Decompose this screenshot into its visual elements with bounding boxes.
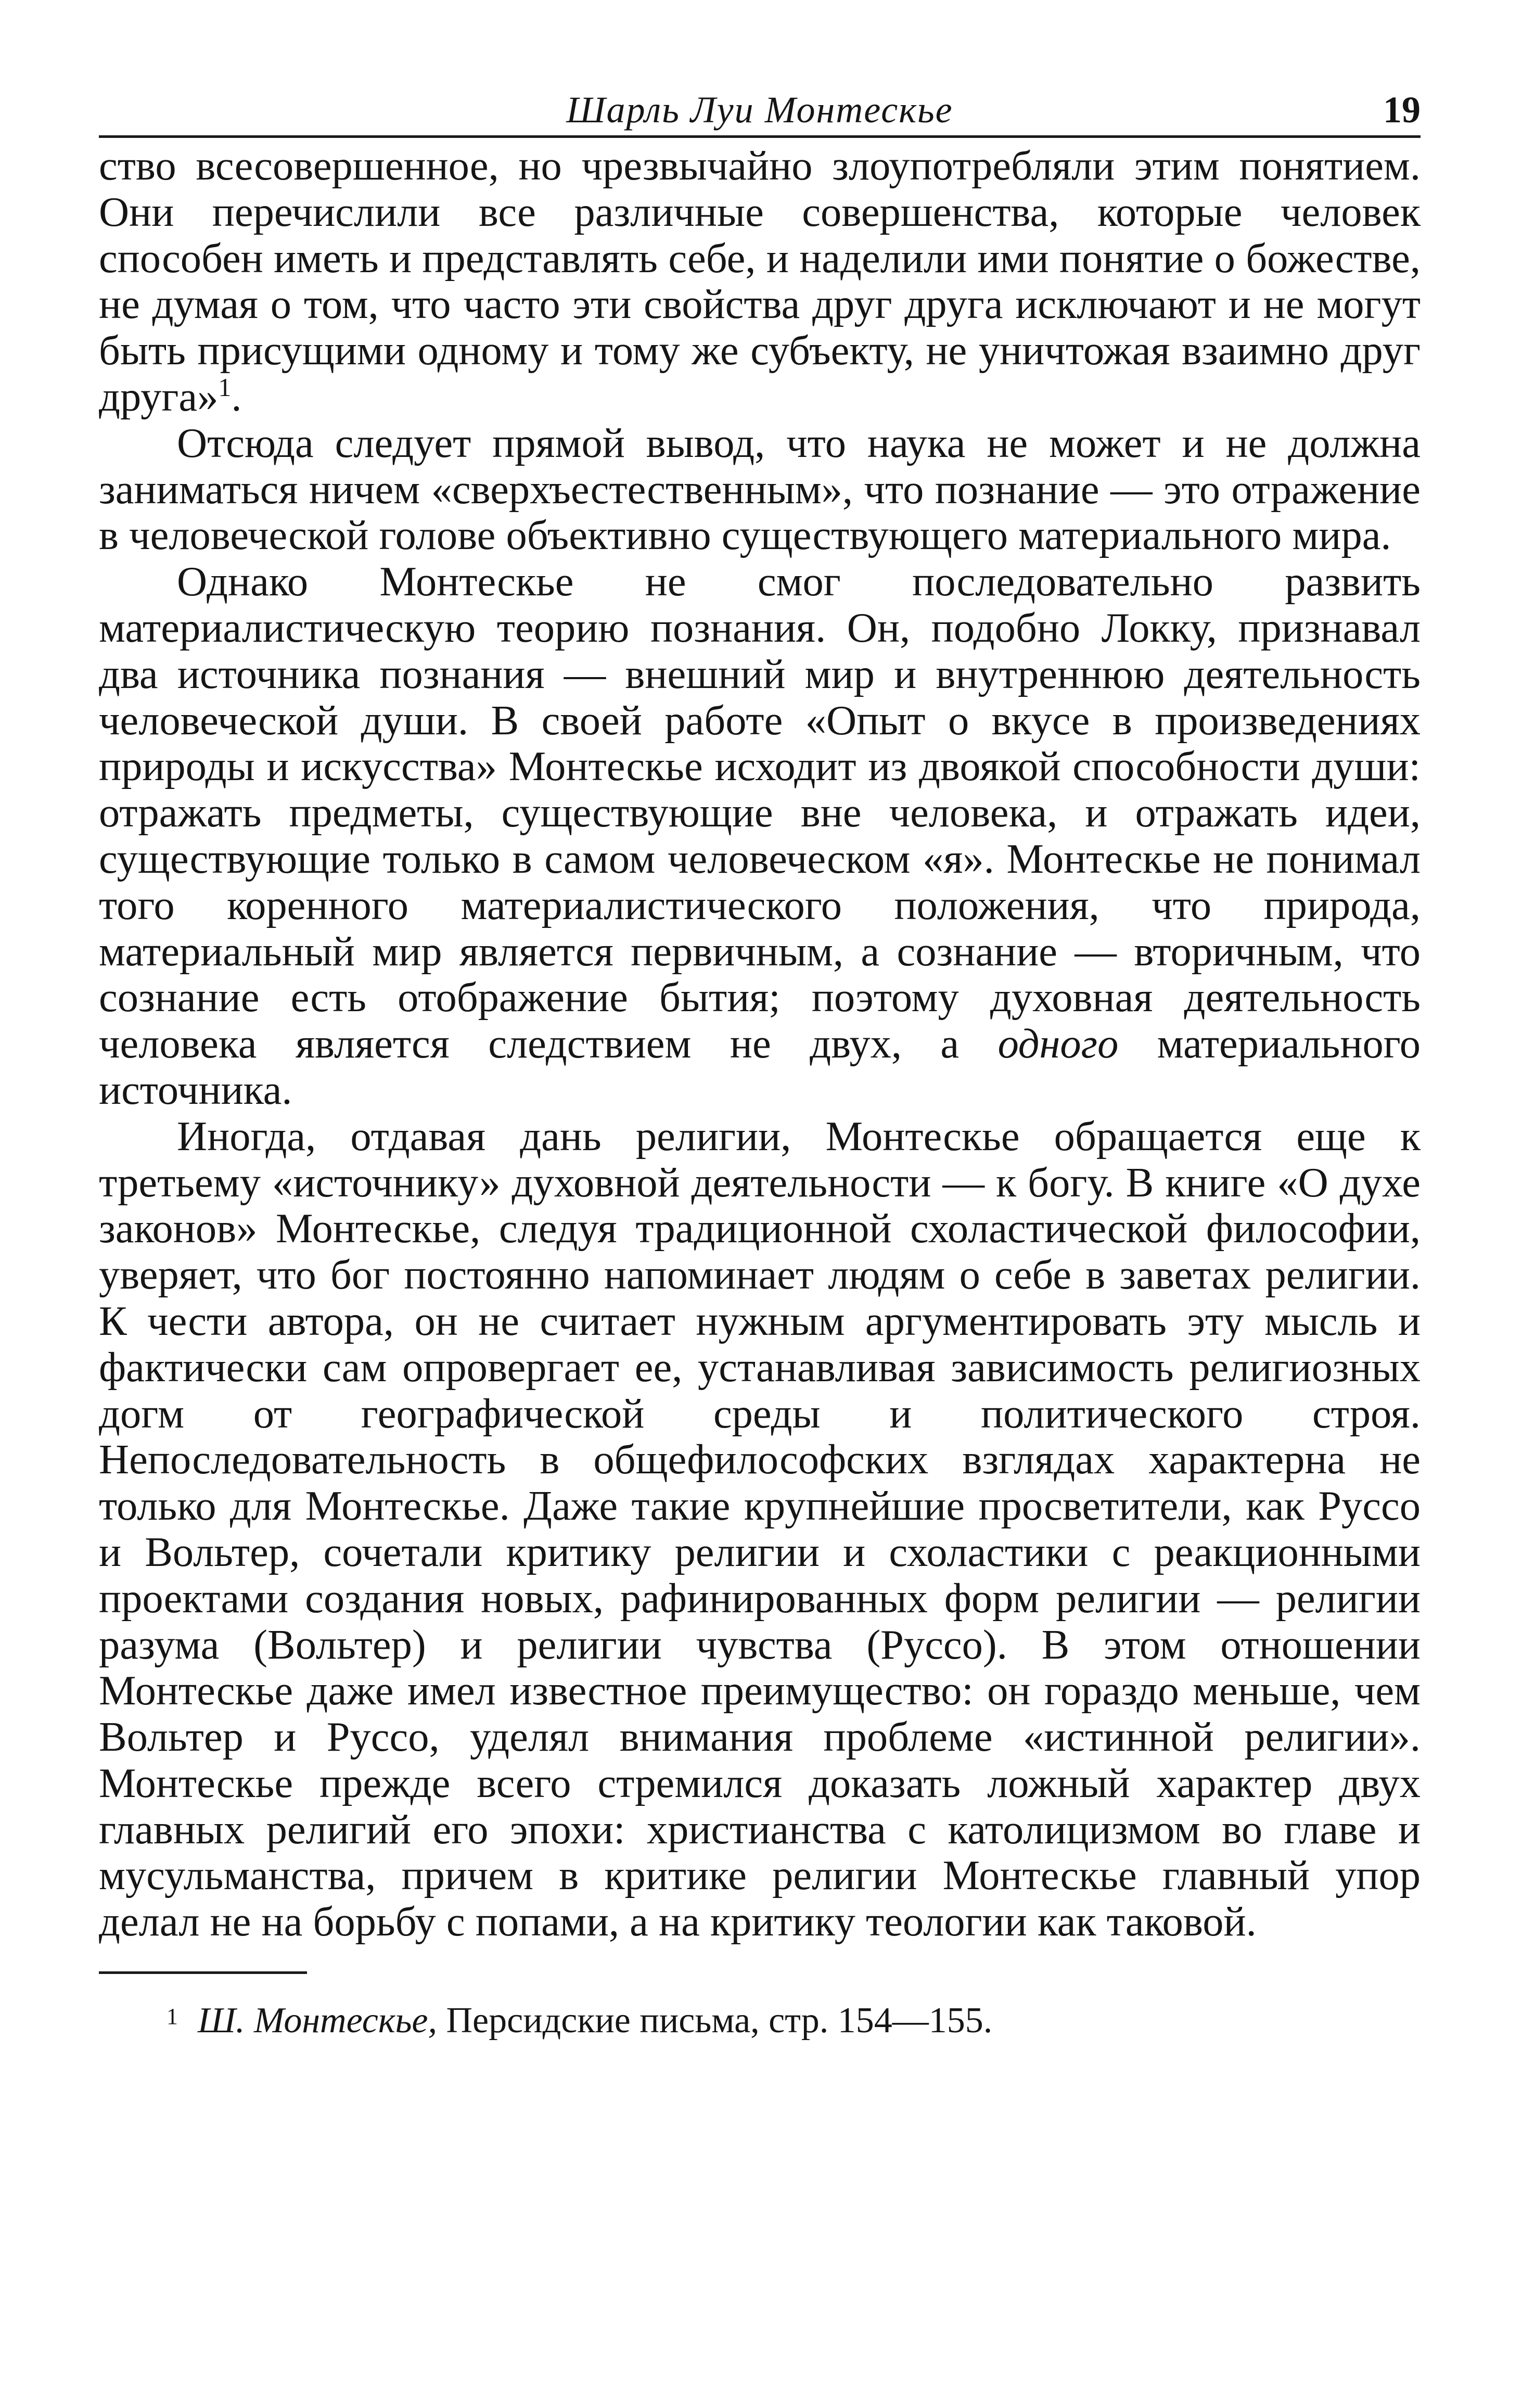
footnote (99, 2000, 1421, 2042)
paragraph-4: Иногда, отдавая дань религии, Монтескье обращается еще к третьему «источнику» духовной деятельности — к богу. В книге «О духе законов» Монтескье, следуя традиционной схоластической философии, уверяет, что бог постоянно напоминает людям о себе в заветах религии. К чести автора, он не считает нужным аргументировать эту мысль и фактически сам опровергает ее, устанавливая зависимость религиозных догм от географической среды и политического строя. Непоследовательность в общефилософских взглядах характерна не только для Монтескье. Даже такие крупнейшие просветители, как Руссо и Вольтер, сочетали критику религии и схоластики с реакционными проектами создания новых, рафинированных форм религии — религии разума (Вольтер) и религии чувства (Руссо). В этом отношении Монтескье даже имел известное преимущество: он гораздо меньше, чем Вольтер и Руссо, уделял внимания проблеме «истинной религии». Монтескье прежде всего стремился доказать ложный характер двух главных религий его эпохи: христианства с католицизмом во главе и мусульманства, причем в критике религии Монтескье главный упор делал не на борьбу с попами, а на критику теологии как таковой. (99, 1113, 1421, 1945)
footnote-author: Ш. Монтескье, (198, 2001, 437, 2041)
footnote-divider (99, 1971, 307, 1974)
footnote-mark: 1 (167, 2004, 178, 2030)
footnote-text: Персидские письма, стр. 154—155. (437, 2001, 993, 2041)
page-number: 19 (1383, 89, 1421, 131)
paragraph-1-end: . (231, 373, 242, 420)
paragraph-1 (99, 143, 1421, 421)
book-page (99, 78, 1421, 2042)
running-title: Шарль Луи Монтескье (566, 89, 953, 131)
paragraph-2: Отсюда следует прямой вывод, что наука не может и не должна заниматься ничем «сверхъестественным», что познание — это отражение в человеческой голове объективно существующего материального мира. (99, 419, 1421, 559)
paragraph-3 (99, 559, 1421, 1114)
running-header (99, 78, 1421, 138)
body-text (99, 143, 1421, 1945)
paragraph-3-text-b: материального источника. (99, 1021, 1421, 1113)
footnote-reference[interactable]: 1 (218, 373, 232, 402)
paragraph-3-emphasis: одного (997, 1021, 1119, 1067)
paragraph-3-text-a: Однако Монтескье не смог последовательно развить материалистическую теорию познания. Он, подобно Локку, признавал два источника познания — внешний мир и внутреннюю деятельность человеческой души. В своей работе «Опыт о вкусе в произведениях природы и искусства» Монтескье исходит из двоякой способности души: отражать предметы, существующие вне человека, и отражать идеи, существующие только в самом человеческом «я». Монтескье не понимал того коренного материалистического положения, что природа, материальный мир является первичным, а сознание — вторичным, что сознание есть отображение бытия; поэтому духовная деятельность человека является следствием не двух, а (99, 558, 1421, 1067)
paragraph-1-text: ство всесовершенное, но чрезвычайно злоупотребляли этим понятием. Они перечислили все различные совершенства, которые человек способен иметь и представлять себе, и наделили ими понятие о божестве, не думая о том, что часто эти свойства друг друга исключают и не могут быть присущими одному и тому же субъекту, не уничтожая взаимно друг друга» (99, 143, 1421, 420)
